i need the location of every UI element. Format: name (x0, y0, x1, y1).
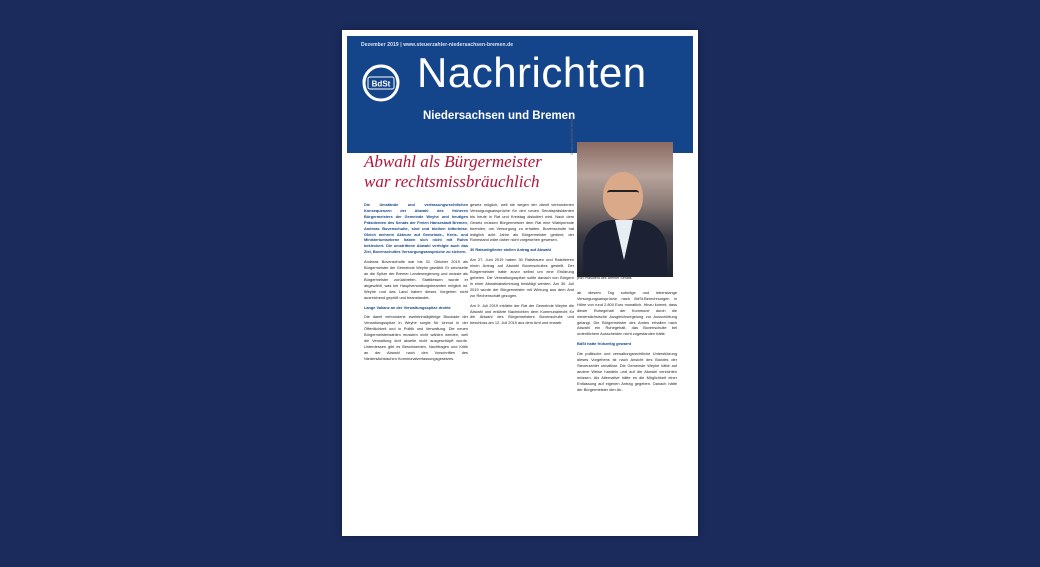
article-lead: Die Umstände und verfassungsrechtlichen Konsequenzen der Abwahl des früheren Bürgermeisters der Gemeinde Weyhe und heutigen Präsidenten des Senats der Freien Hansestadt Bremen, Andreas Bovenschulte, sind und bleiben bitterböse. Gleich mehrere Akteure auf Gemeinde-, Kreis- und Ministeriumsebene haben sich nicht mit Ruhm bekleckert. Die umstrittene Abwahl verfolgte auch das Ziel, Bovenschultes Versorgungsansprüche zu sichern. (364, 202, 468, 255)
column-2-paragraph-3: Am 9. Juli 2019 erklärte der Rat der Gemeinde Weyhe die Abwahl und erklärte Nachrichten dem Kommunalrecht für die Abwahl des Bürgermeisters Bovenschulte und beschloss am 12. Juli 2019 aus dem Amt und erwarb (470, 302, 574, 326)
column-2-subheading: 30 Ratsmitglieder stellen Antrag auf Abwahl (470, 247, 551, 253)
caption-line-1: Dr. Andreas Bovenschulte, (577, 271, 620, 275)
headline-line-1: Abwahl als Bürgermeister (364, 152, 542, 171)
dateline: Dezember 2019 | www.steuerzahler-niedersachsen-bremen.de (361, 42, 514, 48)
masthead (347, 36, 693, 153)
column-1-paragraph-2: Die damit verbundene zweieinhalbjährige Blockade der Verwaltungsspitze in Weyhe sorgte für Unmut in der Öffentlichkeit und in Politik und Verwaltung. Die neuen Bürgermeisterwahlen mussten nicht wählen werden, weil die Verwaltung dort akuelle nicht ausgeschöpft wurde. Unterdessen gibt es Beschwerden, Nachfragen und Kritik an der Abwahl nach den Vorschriften des Niedersächsischen Kommunalverfassungsgesetzes. (364, 314, 468, 361)
column-3-subheading: BdSt hatte frühzeitig gewarnt (577, 341, 632, 347)
column-1-paragraph-1: Andreas Bovenschulte war bis 31. Oktober 2019 als Bürgermeister der Gemeinde Weyhe gewählt. Er wechselte an die Spitze der Bremer Landesregierung und musste als Bürgermeister zurücktreten. Stattdessen wurde er abgewählt, was bei Hauptverwaltungsbeamten möglich ist. Weyhe und das Land haben dieses Vorgehen nicht ausreichend geprüft und beanstandet. (364, 259, 468, 300)
article-column-2 (470, 202, 574, 330)
column-2-paragraph-2: Am 27. Juni 2019 haben 30 Ratsfrauen und Ratsherren einen Antrag auf Abwahl Bovenschultes gestellt. Der Bürgermeister hatte zuvor selbst um eine Erklärung gebeten. Die Verwaltungsspitze sollte danach von Bürgern in einer Abwahlabstimmung bestätigt werden. Am 30. Juli 2019 wurde der Bürgermeister mit Wirkung aus dem Amt zur Rechenschaft gezogen. (470, 257, 574, 298)
photo-caption (577, 271, 677, 281)
article-column-1 (364, 202, 468, 366)
photo-glasses (607, 190, 639, 199)
photo-credit: Senatspressestelle Bremen (570, 116, 574, 155)
article-kicker: Bovenschultes unsauberer Abgang aus Weyhe (364, 140, 551, 150)
masthead-subtitle: Niedersachsen und Bremen (423, 110, 576, 122)
masthead-title: Nachrichten (417, 49, 647, 96)
column-1-subheading: Lange Vakanz an der Verwaltungsspitze drohte (364, 304, 451, 310)
caption-line-2: jetzt Präsident des Bremer Senats (577, 276, 632, 280)
column-3-paragraph-1: ab diesem Tag sofortige und lebenslange Versorgungsansprüche nach BdSt-Berechnungen in Höhe von rund 2.800 Euro monatlich. Hinzu kommt, dass dieser Ruhegehalt der Kommune durch die niedersächsische Ausgleichsregelung zur Ausschüttung gelangt. Die Bürgermeister des Amtes erhalten nach Abwahl ein Ruhegehalt, das Bovenschulte bei ordentlichem Ausscheiden nicht zugestanden hätte. (577, 290, 677, 337)
logo-text: BdSt (371, 79, 391, 89)
portrait-photo (577, 142, 673, 277)
headline-line-2: war rechtsmissbräuchlich (364, 172, 540, 191)
column-3-paragraph-2: Die politische und verwaltungsrechtliche Unterstützung dieses Vorgehens ist nach Ansicht des Bundes der Steuerzahler unhaltbar. Die Gemeinde Weyhe hätte auf andere Weise handeln und auf die Abwahl verzichten müssen. Als Alternative hätte es die Möglichkeit einer Entlassung auf eigenen Antrag gegeben. Danach hätte der Bürgermeister den An- (577, 351, 677, 392)
column-2-paragraph-1: gesetz möglich, weil sie wegen der damit verbundenen Versorgungsansprüche für den neuen Senatspräsidenten bis heute in Rat und Kreistag diskutiert wird. Nach dem Gesetz müssen Bürgermeister dem Rat eine Wahlperiode beenden, um Versorgung zu erhalten. Bovenschulte hat lediglich acht Jahre als Bürgermeister gedient, der Ruhestand wäre daher nicht vorgesehen gewesen. (470, 202, 574, 243)
article-headline (364, 152, 584, 192)
newsletter-page (342, 30, 698, 536)
bdst-logo-icon (361, 63, 401, 103)
article-column-3 (577, 290, 677, 397)
